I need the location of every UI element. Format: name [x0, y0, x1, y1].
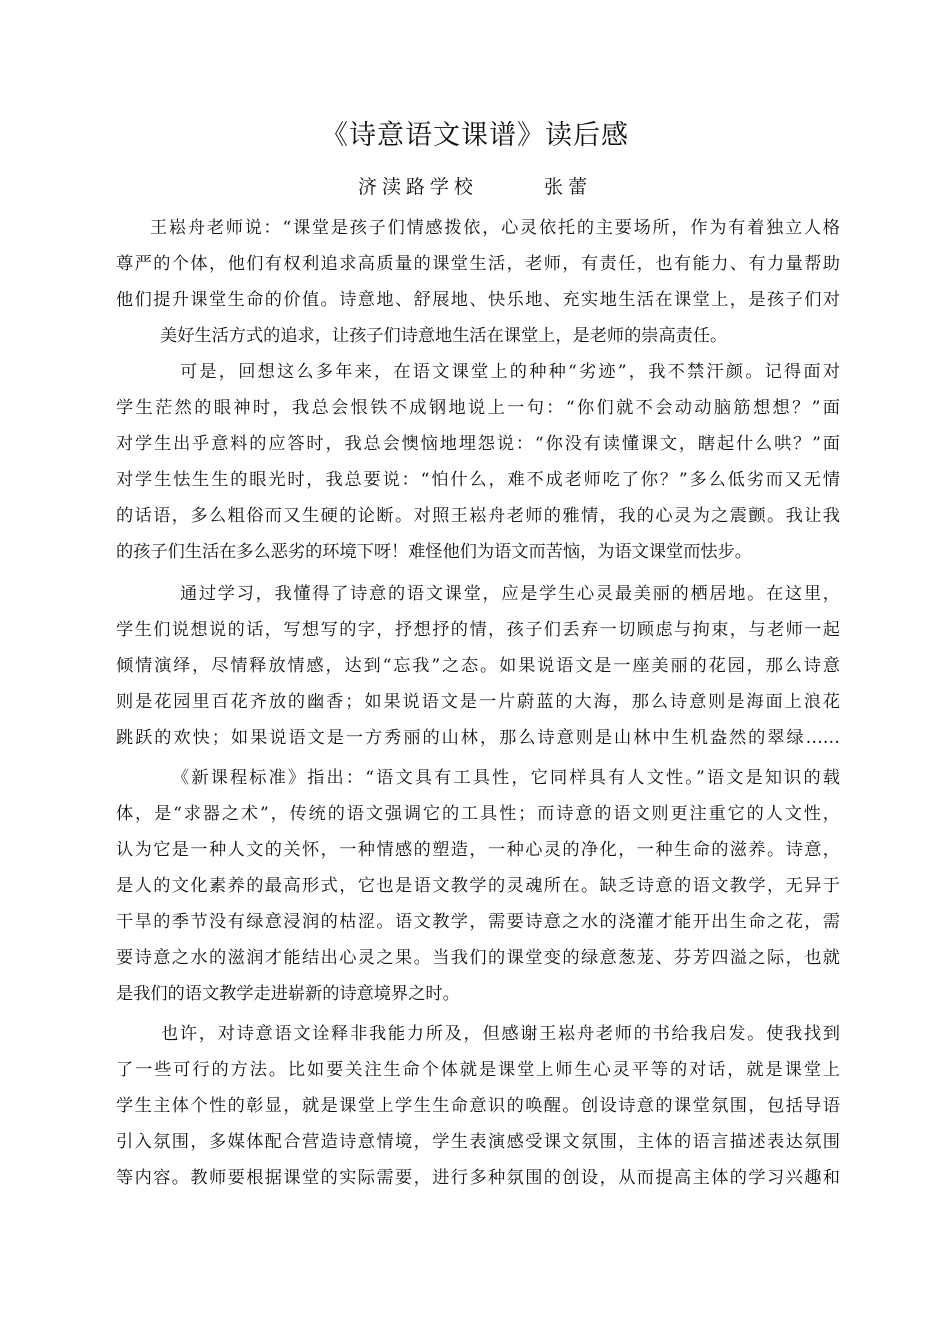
paragraph-line: 对学生出乎意料的应答时，我总会懊恼地埋怨说：“你没有读懂课文，瞎起什么哄？”面	[116, 434, 840, 454]
paragraph-line: 的孩子们生活在多么恶劣的环境下呀！难怪他们为语文而苦恼，为语文课堂而怯步。	[116, 542, 752, 562]
paragraph-line: 倾情演绎，尽情释放情感，达到“忘我”之态。如果说语文是一座美丽的花园，那么诗意	[116, 656, 840, 676]
paragraph-line: 通过学习，我懂得了诗意的语文课堂，应是学生心灵最美丽的栖居地。在这里，	[180, 584, 840, 604]
paragraph-line: 认为它是一种人文的关怀，一种情感的塑造，一种心灵的净化，一种生命的滋养。诗意，	[116, 840, 840, 860]
author-byline: 济渎路学校 张蕾	[357, 176, 593, 198]
paragraph-line: 引入氛围，多媒体配合营造诗意情境，学生表演感受课文氛围，主体的语言描述表达氛围	[116, 1132, 840, 1152]
paragraph-line: 王崧舟老师说：“课堂是孩子们情感拨依，心灵依托的主要场所，作为有着独立人格	[150, 218, 840, 238]
paragraph-line: 学生们说想说的话，写想写的字，抒想抒的情，孩子们丢弃一切顾虑与拘束，与老师一起	[116, 620, 840, 640]
paragraph-line: 学生主体个性的彰显，就是课堂上学生生命意识的唤醒。创设诗意的课堂氛围，包括导语	[116, 1096, 840, 1116]
paragraph-line: 体，是“求器之术”，传统的语文强调它的工具性；而诗意的语文则更注重它的人文性，	[116, 804, 840, 824]
paragraph-line: 对学生怯生生的眼光时，我总要说：“怕什么，难不成老师吃了你？”多么低劣而又无情	[116, 470, 840, 490]
paragraph-line: 是我们的语文教学走进崭新的诗意境界之时。	[116, 984, 460, 1004]
paragraph-line: 可是，回想这么多年来，在语文课堂上的种种“劣迹”，我不禁汗颜。记得面对	[180, 362, 840, 382]
paragraph-line: 的话语，多么粗俗而又生硬的论断。对照王崧舟老师的雅情，我的心灵为之震颤。我让我	[116, 506, 840, 526]
paragraph-line: 则是花园里百花齐放的幽香；如果说语文是一片蔚蓝的大海，那么诗意则是海面上浪花	[116, 692, 840, 712]
paragraph-line: 等内容。教师要根据课堂的实际需要，进行多种氛围的创设，从而提高主体的学习兴趣和	[116, 1168, 840, 1188]
paragraph-line: 要诗意之水的滋润才能结出心灵之果。当我们的课堂变的绿意葱茏、芬芳四溢之际，也就	[116, 948, 840, 968]
paragraph-line: 跳跃的欢快；如果说语文是一方秀丽的山林，那么诗意则是山林中生机盎然的翠绿……	[116, 728, 840, 748]
paragraph-line: 了一些可行的方法。比如要关注生命个体就是课堂上师生心灵平等的对话，就是课堂上	[116, 1060, 840, 1080]
paragraph-line: 干旱的季节没有绿意浸润的枯涩。语文教学，需要诗意之水的浇灌才能开出生命之花，需	[116, 912, 840, 932]
paragraph-line: 《新课程标准》指出：“语文具有工具性，它同样具有人文性。”语文是知识的载	[172, 768, 840, 788]
document-title: 《诗意语文课谱》读后感	[321, 120, 629, 151]
paragraph-line: 学生茫然的眼神时，我总会恨铁不成钢地说上一句：“你们就不会动动脑筋想想？”面	[116, 398, 840, 418]
paragraph-line: 也许，对诗意语文诠释非我能力所及，但感谢王崧舟老师的书给我启发。使我找到	[161, 1024, 840, 1044]
paragraph-line: 他们提升课堂生命的价值。诗意地、舒展地、快乐地、充实地生活在课堂上，是孩子们对	[116, 290, 840, 310]
paragraph-line: 美好生活方式的追求，让孩子们诗意地生活在课堂上，是老师的崇高责任。	[160, 326, 728, 346]
paragraph-line: 是人的文化素养的最高形式，它也是语文教学的灵魂所在。缺乏诗意的语文教学，无异于	[116, 876, 840, 896]
paragraph-line: 尊严的个体，他们有权利追求高质量的课堂生活，老师，有责任，也有能力、有力量帮助	[116, 254, 840, 274]
